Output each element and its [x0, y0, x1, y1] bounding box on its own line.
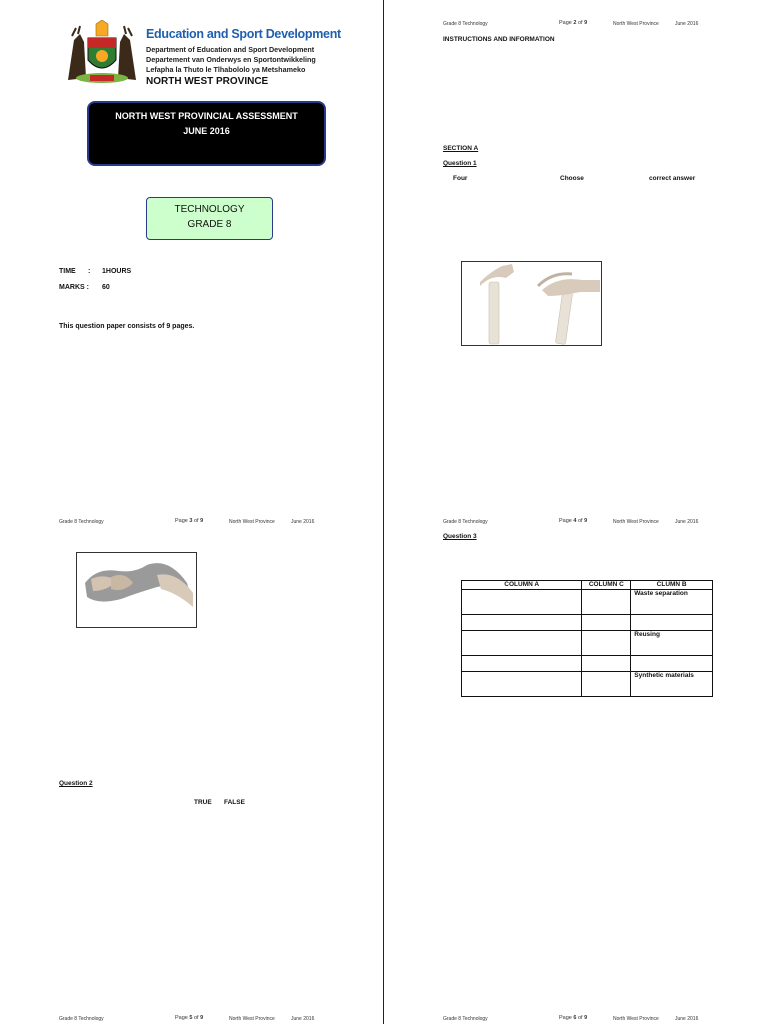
table-cell: Reusing	[631, 631, 713, 656]
table-header-row	[462, 581, 713, 590]
page-divider	[383, 0, 384, 1024]
column-a-header: COLUMN A	[462, 581, 582, 590]
assessment-date: JUNE 2016	[183, 126, 230, 136]
instructions-heading: INSTRUCTIONS AND INFORMATION	[443, 36, 555, 43]
page2-header-date: June 2016	[675, 21, 699, 27]
column-b-header: CLUMN B	[631, 581, 713, 590]
false-label: FALSE	[224, 799, 245, 806]
q1-word-choose: Choose	[560, 175, 584, 182]
org-line-english: Department of Education and Sport Development	[146, 45, 315, 54]
column-c-header: COLUMN C	[582, 581, 631, 590]
table-cell[interactable]	[462, 672, 582, 697]
hands-on-tube-image	[461, 261, 602, 346]
matching-table	[461, 580, 713, 697]
table-cell	[631, 656, 713, 672]
page4-header-date: June 2016	[675, 519, 699, 525]
question-2-heading: Question 2	[59, 780, 93, 787]
page5-header-subject: Grade 8 Technology	[59, 1016, 104, 1022]
org-line-setswana: Lefapha la Thuto le Tlhabololo ya Metshameko	[146, 65, 306, 74]
table-cell: Waste separation	[631, 590, 713, 615]
table-cell[interactable]	[582, 590, 631, 615]
assessment-title-box	[87, 101, 326, 166]
table-cell[interactable]	[582, 656, 631, 672]
table-cell[interactable]	[462, 590, 582, 615]
page2-header-subject: Grade 8 Technology	[443, 21, 488, 27]
page2-header-province: North West Province	[613, 21, 659, 27]
pages-note: This question paper consists of 9 pages.	[59, 323, 195, 330]
question-1-heading: Question 1	[443, 160, 477, 167]
time-label: TIME	[59, 268, 76, 275]
subject-box	[146, 197, 273, 240]
section-a-heading: SECTION A	[443, 145, 479, 152]
page4-header-subject: Grade 8 Technology	[443, 519, 488, 525]
table-row	[462, 590, 713, 615]
org-title: Education and Sport Development	[146, 27, 341, 41]
page6-header-subject: Grade 8 Technology	[443, 1016, 488, 1022]
table-cell[interactable]	[582, 615, 631, 631]
page6-header-date: June 2016	[675, 1016, 699, 1022]
question-3-heading: Question 3	[443, 533, 477, 540]
time-value: 1HOURS	[102, 268, 132, 275]
subject-name: TECHNOLOGY	[174, 204, 245, 215]
subject-grade: GRADE 8	[187, 219, 232, 230]
table-cell[interactable]	[582, 631, 631, 656]
q1-word-correct-answer: correct answer	[649, 175, 696, 182]
page5-header-page: Page 5 of 9	[175, 1015, 204, 1021]
page5-header-province: North West Province	[229, 1016, 275, 1022]
page6-header-page: Page 6 of 9	[559, 1015, 588, 1021]
table-row	[462, 615, 713, 631]
page3-header-page: Page 3 of 9	[175, 518, 204, 524]
org-province: NORTH WEST PROVINCE	[146, 76, 269, 87]
time-separator: :	[88, 268, 91, 275]
table-row	[462, 672, 713, 697]
org-line-afrikaans: Departement van Onderwys en Sportontwikkeling	[146, 55, 316, 64]
hands-twisting-illustration	[77, 553, 196, 627]
page3-header-subject: Grade 8 Technology	[59, 519, 104, 525]
page3-header-date: June 2016	[291, 519, 315, 525]
page4-header-page: Page 4 of 9	[559, 518, 588, 524]
page4-header-province: North West Province	[613, 519, 659, 525]
table-row	[462, 656, 713, 672]
table-cell: Synthetic materials	[631, 672, 713, 697]
hands-tube-illustration	[462, 262, 601, 345]
q1-word-four: Four	[453, 175, 468, 182]
marks-value: 60	[102, 284, 110, 291]
table-row	[462, 631, 713, 656]
assessment-title: NORTH WEST PROVINCIAL ASSESSMENT	[115, 111, 298, 121]
table-cell[interactable]	[582, 672, 631, 697]
page2-header-page: Page 2 of 9	[559, 20, 588, 26]
table-cell	[631, 615, 713, 631]
marks-label: MARKS :	[59, 284, 89, 291]
hands-twisting-image	[76, 552, 197, 628]
page5-header-date: June 2016	[291, 1016, 315, 1022]
table-cell[interactable]	[462, 656, 582, 672]
table-cell[interactable]	[462, 631, 582, 656]
true-label: TRUE	[194, 799, 212, 806]
page6-header-province: North West Province	[613, 1016, 659, 1022]
coat-of-arms-logo	[64, 20, 140, 86]
page3-header-province: North West Province	[229, 519, 275, 525]
table-cell[interactable]	[462, 615, 582, 631]
